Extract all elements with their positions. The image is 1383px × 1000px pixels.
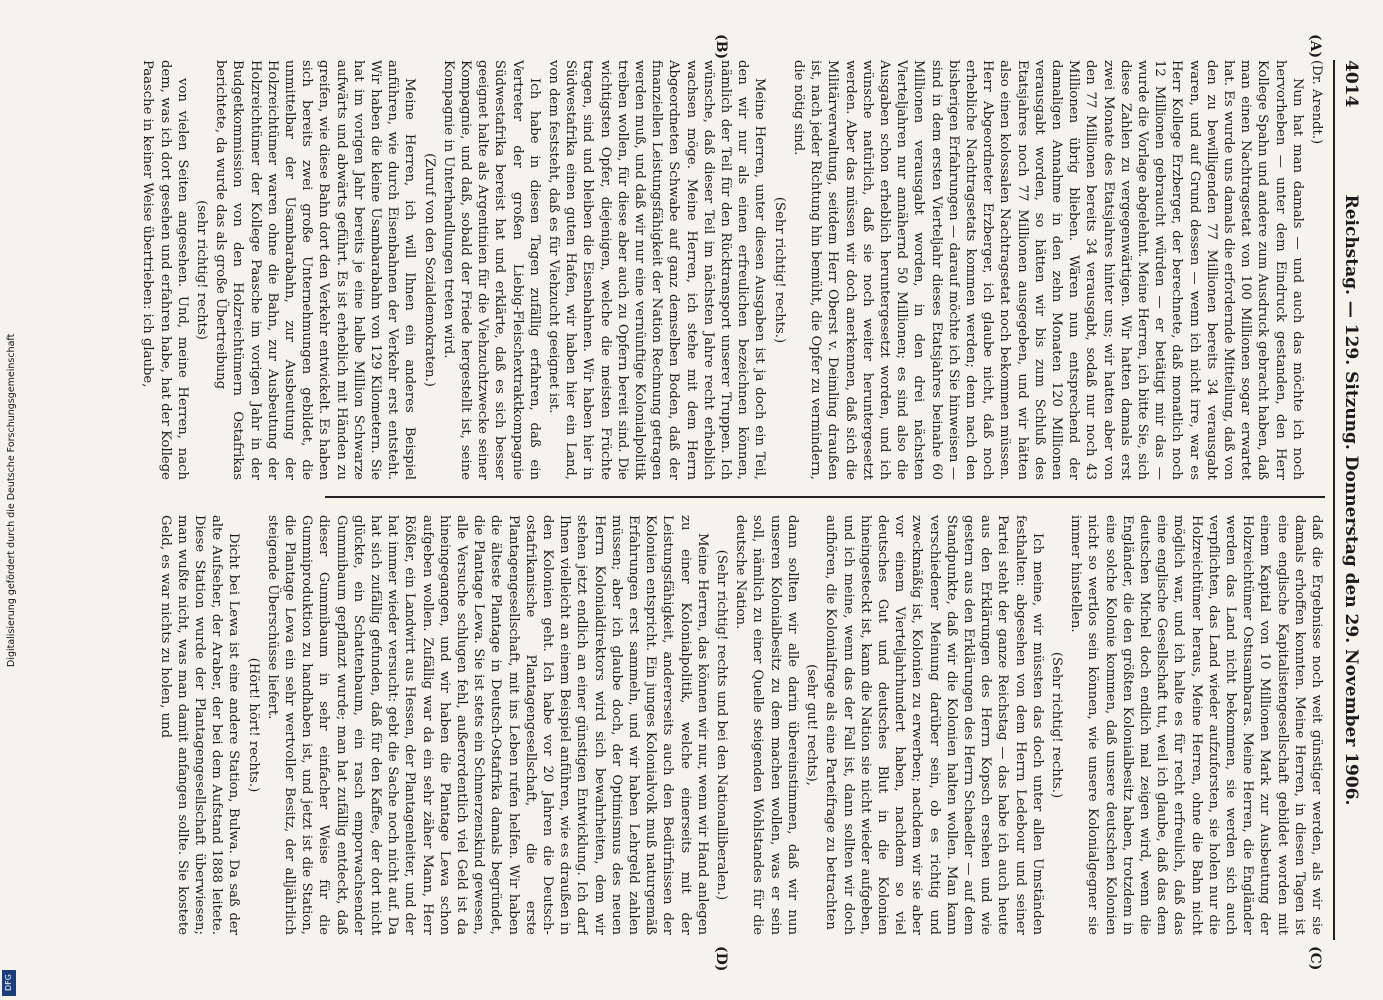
paragraph: Meine Herren, unter diesen Ausgaben ist ja doch ein Teil, den wir nur als einen erfreulichen bezeichnen können, nämlich der Teil für den Rücktransport unserer Truppen. Ich wünsche, daß dieser Teil im nächsten Jahre recht erheblich wachsen möge. Meine Herren, ich stehe mit dem Herrn Abgeordneten Schwabe auf ganz demselben Boden, daß der finanziellen Leistungsfähigkeit der Nation Rechnung getragen werden muß, und daß wir nur eine vernünftige Kolonialpolitik treiben wollen, für diese aber auch zu Opfern bereit sind. Die wichtigsten Opfer, diejenigen, welche die meisten Früchte tragen, sind und bleiben die Eisenbahnen. Wir haben hier in Südwestafrika einen guten Hafen, wir haben hier ein Land, von dem feststeht, daß es für Viehzucht geeignet ist. xyxy=(546,60,768,480)
paragraph: Ich meine, wir müssten das doch unter allen Umständen festhalten: abgesehen von dem Herrn Ledebour und seiner Partei steht der ganze Reichstag — das habe ich auch heute aus den Erklärungen des Herrn Kopsch ersehen und wie gestern aus den Erklärungen des Herrn Schaedler — auf dem Standpunkte, daß wir die Kolonien halten wollen. Man kann verschiedener Meinung darüber sein, ob es richtig und zweckmäßig ist, Kolonien zu erwerben; nachdem wir sie aber vor einem Vierteljahrhundert haben, nachdem so viel deutsches Gut und deutsches Blut in die Kolonien hineingesteckt ist, kann die Nation sie nicht wieder aufgeben, und ich meine, wenn das der Fall ist, dann sollten wir doch aufhören, die Kolonialfrage als eine Parteifrage zu betrachten xyxy=(823,515,1045,935)
interjection: (Sehr richtig! rechts und bei den Nationalliberalen.) xyxy=(714,549,730,901)
interjection: (sehr richtig! rechts) xyxy=(194,200,209,340)
paragraph: Ich habe in diesen Tagen zufällig erfahren, daß ein Vertreter der großen Liebig-Fleischextraktkompagnie Südwestafrika bereist hat und erklärte, daß es sich besser geeignet halte als Argentinien für die Viehzuchtzwecke seiner Kompagnie, und daß, sobald der Friede hergestellt ist, seine Kompagnie in Unterhandlungen treten wird. xyxy=(440,60,542,480)
interjection: (Zuruf von den Sozialdemokraten.) xyxy=(421,153,437,387)
interjection: (Hört! hört! rechts.) xyxy=(245,657,261,793)
interjection: (Sehr richtig! rechts.) xyxy=(771,196,787,344)
margin-marker-b: (B) xyxy=(713,34,729,60)
margin-marker-d: (D) xyxy=(713,946,729,972)
paragraph: Nun hat man damals — und auch das möchte ich noch hervorheben — unter dem Eindruck gestanden, den Herr Kollege Spahn und andere zum Ausdruck gebracht haben, daß man einen Nachtragsetat von 100 Millionen sogar erwartet hat. Es wurde uns damals die erfordernde Mitteilung, daß von den zu bewilligenden 77 Millionen bereits 34 verausgabt waren, und auf Grund dessen — wenn ich nicht irre, war es Herr Kollege Erzberger, der berechnete, daß monatlich noch 12 Millionen gebraucht würden — er betätigt mir das — wurde die Vorlage abgelehnt. Meine Herren, ich bitte Sie, sich diese Zahlen zu vergegenwärtigen. Wir hatten damals erst zwei Monate des Etatsjahres hinter uns; wir hatten aber von den 77 Millionen bereits 34 verausgabt, sodaß nur noch 43 Millionen übrig blieben. Wären nun entsprechend der damaligen Annahme in den zehn Monaten 120 Millionen verausgabt worden, so hätten wir bis zum Schluß des Etatsjahres noch 77 Millionen ausgegeben, und wir hätten also einen kolossalen Nachtragsetat noch bekommen müssen. Herr Abgeordneter Erzberger, ich glaube nicht, daß noch erhebliche Nachtragsetats kommen werden; denn nach den bisherigen Erfahrungen — darauf möchte ich Sie hinweisen — sind in dem ersten Vierteljahr dieses Etatsjahres beinahe 60 Millionen verausgabt worden, in den drei nächsten Vierteljahren nur annähernd 50 Millionen; es sind also die Ausgaben schon erheblich heruntergesetzt worden, und ich wünsche natürlich, daß sie noch weiter heruntergesetzt werden. Aber das müssen wir doch anerkennen, daß sich die Militärverwaltung, seitdem Herr Oberst v. Deimling draußen ist, nach jeder Richtung hin bemüht, die Opfer zu vermindern, die nötig sind. xyxy=(790,60,1305,480)
paragraph: Dicht bei Lewa ist eine andere Station, Bulwa. Da saß der alte Aufseher, der Araber, der bei dem Aufstand 1888 leitete. Diese Station wurde der Plantagengesellschaft überwiesen; man wußte nicht, was man damit anfangen sollte. Sie kostete Geld, es war nichts zu holen, und xyxy=(157,515,242,935)
paragraph: von vielen Seiten angesehen. Und, meine Herren, nach dem, was ich dort gesehen und erfahren habe, hat der Kollege Paasche in keiner Weise übertrieben: ich glaube, xyxy=(140,60,190,480)
left-column xyxy=(95,60,1325,480)
paragraph: Meine Herren, ich will Ihnen ein anderes Beispiel anführen, wie durch Eisenbahnen der Verkehr erst entsteht. Wir haben die kleine Usambarabahn von 129 Kilometern. Sie hat im vorigen Jahr bereits je eine halbe Million Schwarze aufwärts und abwärts geführt. Es ist erheblich mit Händen zu greifen, wie diese Bahn dort den Verkehr entwickelt. Es haben sich bereits zwei große Unternehmungen gebildet, die unmittelbar der Usambarabahn, zur Ausbeutung der Holzreichtümer waren ohne die Bahn, zur Ausbeutung der Holzreichtümer der Kollege Paasche im vorigen Jahr in der Budgetkommission von den Holzreichtümern Ostafrikas berichtete, da wurde das als große Übertreibung xyxy=(213,60,418,480)
speaker-label: (Dr. Arendt.) xyxy=(1309,60,1324,145)
right-column xyxy=(95,515,1325,935)
digitization-note: Digitalisierung gefördert durch die Deutsche Forschungsgemeinschaft xyxy=(6,333,17,667)
column-divider xyxy=(325,496,1325,498)
interjection: (Sehr richtig! rechts.) xyxy=(1048,651,1064,799)
paragraph: Meine Herren, das können wir nur, wenn wir Hand anlegen zu einer Kolonialpolitik, welche einerseits mit der Leistungsfähigkeit, andererseits auch den Bedürfnissen der Kolonien entspricht. Ein junges Kolonialvolk muß naturgemäß Erfahrungen erst sammeln, und wir haben Lehrgeld zahlen müssen; aber ich glaube doch, der Optimismus des neuen Herrn Kolonialdirektors wird sich bewahrheiten, dem wir stehen jetzt endlich an einer günstigen Entwicklung. Ich darf Ihnen vielleicht an einem Beispiel anführen, wie es draußen in den Kolonien geht. Ich habe vor 20 Jahren die Deutsch-ostafrikanische Plantagengesellschaft, die erste Plantagengesellschaft, mit ins Leben rufen helfen. Wir haben die älteste Plantage in Deutsch-Ostafrika damals begründet, die Plantage Lewa. Sie ist stets ein Schmerzenskind gewesen, alle Versuche schlugen fehl, außerordentlich viel Geld ist da hineingegangen, und wir haben die Plantage Lewa schon aufgeben wollen. Zufällig war da ein sehr zäher Mann, Herr Rößler, ein Landwirt aus Hessen, der Plantagenleiter, und der hat immer wieder versucht: gebt die Sache noch nicht auf. Da hat sich zufällig gefunden, daß für den Kaffee, der dort nicht glückte, ein Schattenbaum, ein rasch emporwachsender Gummibaum gepflanzt wurde; man hat zufällig entdeckt, daß dieser Gummibaum in sehr einfacher Weise für die Gummiproduktion zu handhaben ist, und jetzt ist die Station, die Plantage Lewa ein sehr wertvoller Besitz, der alljährlich steigende Überschüsse liefert. xyxy=(264,515,710,935)
page-number: 4014 xyxy=(1341,60,1361,108)
paragraph: daß die Ergebnisse noch weit günstiger werden, als wir sie damals erhoffen konnten. Meine Herren, in diesen Tagen ist eine englische Kapitalistengesellschaft gebildet worden mit einem Kapital von 10 Millionen Mark zur Ausbeutung der Holzreichtümer Ostusambaras. Meine Herren, die Engländer werden das Land nicht bekommen, sie werden sich auch verpflichten, das Land wieder aufzuforsten, sie holen nur die Holzreichtümer heraus, Meine Herren, ohne die Bahn nicht möglich war, und ich halte es für recht erfreulich, daß das eine englische Gesellschaft tut, weil ich glaube, daß das dem deutschen Michel doch endlich mal zeigen wird, wenn die Engländer, die den größten Kolonialbesitz haben, trotzdem in eine solche Kolonie kommen, daß unsere deutschen Kolonien nicht so wertlos sein können, wie unsere Kolonialgegner sie immer hinstellen. xyxy=(1068,515,1324,935)
dfg-logo-icon: DFG xyxy=(2,970,16,996)
page-header xyxy=(1333,60,1361,940)
margin-marker-a: (A) xyxy=(1307,34,1323,59)
page-title: Reichstag. — 129. Sitzung. Donnerstag den 29. November 1906. xyxy=(1341,194,1361,806)
interjection: (sehr gut! rechts), xyxy=(804,664,820,786)
margin-marker-c: (C) xyxy=(1307,946,1323,971)
paragraph: dann sollten wir alle darin übereinstimmen, daß wir nun unseren Kolonialbesitz zu dem machen wollen, was er sein soll, nämlich zu einer Quelle steigenden Wohlstandes für die deutsche Nation. xyxy=(733,515,800,935)
